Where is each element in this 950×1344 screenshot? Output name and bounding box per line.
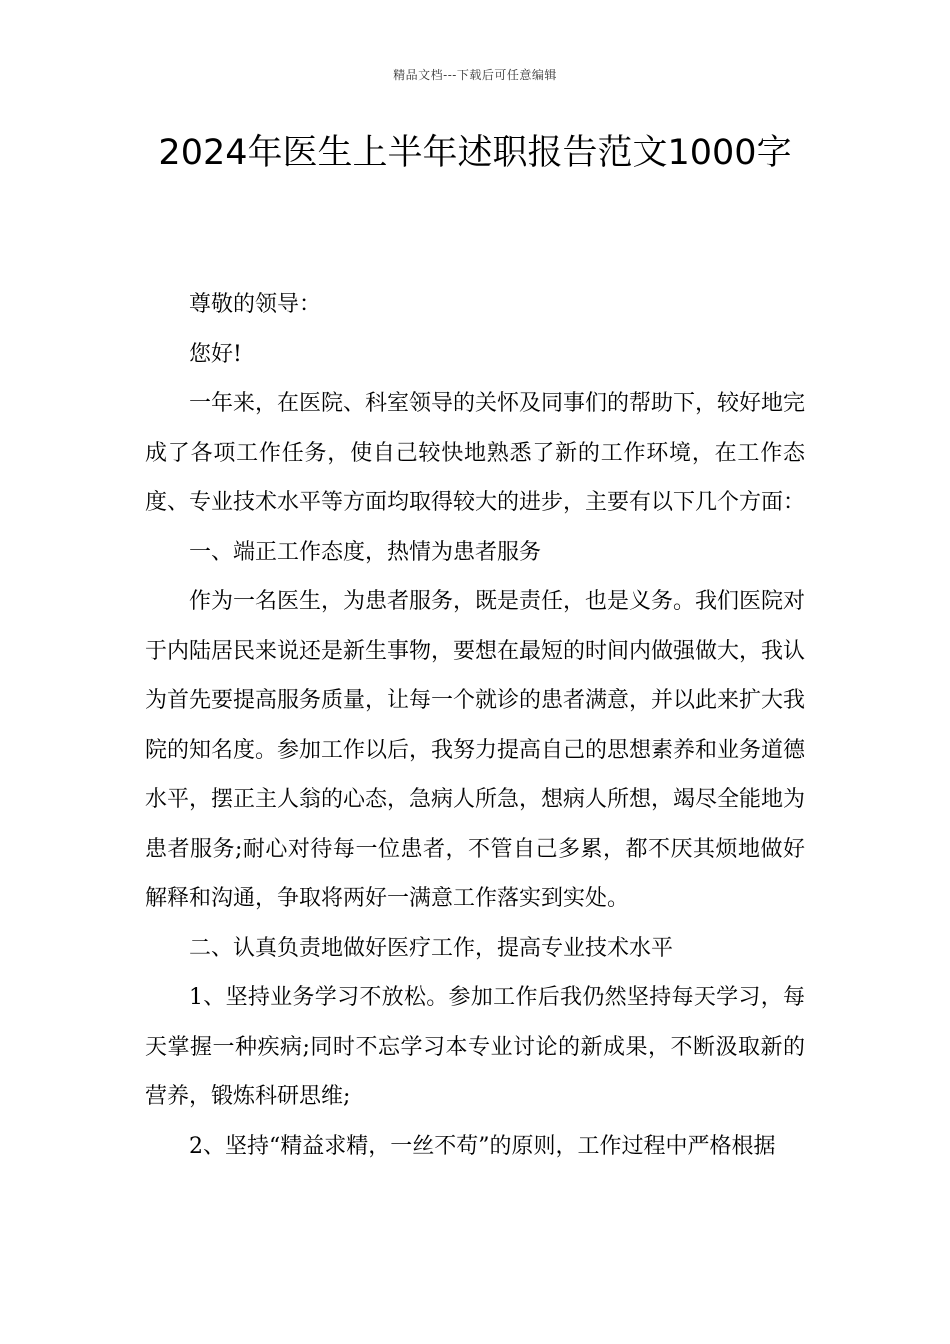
paragraph-study: 1、坚持业务学习不放松。参加工作后我仍然坚持每天学习，每天掌握一种疾病;同时不忘学习本专业讨论的新成果，不断汲取新的营养，锻炼科研思维; [145, 985, 805, 1109]
paragraph-principle: 2、坚持“精益求精，一丝不苟”的原则，工作过程中严格根据 [189, 1133, 776, 1159]
page-header: 精品文档---下载后可任意编辑 [393, 68, 557, 82]
section-heading-2: 二、认真负责地做好医疗工作，提高专业技术水平 [189, 935, 674, 961]
greeting: 您好! [189, 341, 242, 367]
paragraph-intro: 一年来，在医院、科室领导的关怀及同事们的帮助下，较好地完成了各项工作任务，使自己较快地熟悉了新的工作环境，在工作态度、专业技术水平等方面均取得较大的进步，主要有以下几个方面： [145, 391, 806, 515]
section-heading-1: 一、端正工作态度，热情为患者服务 [189, 539, 542, 565]
document-body [145, 280, 805, 1171]
salutation: 尊敬的领导： [189, 292, 322, 317]
document-title: 2024年医生上半年述职报告范文1000字 [158, 133, 792, 173]
paragraph-service: 作为一名医生，为患者服务，既是责任，也是义务。我们医院对于内陆居民来说还是新生事物，要想在最短的时间内做强做大，我认为首先要提高服务质量，让每一个就诊的患者满意，并以此来扩大我院的知名度。参加工作以后，我努力提高自己的思想素养和业务道德水平，摆正主人翁的心态，急病人所急，想病人所想，竭尽全能地为患者服务;耐心对待每一位患者，不管自己多累，都不厌其烦地做好解释和沟通，争取将两好一满意工作落实到实处。 [145, 589, 806, 911]
